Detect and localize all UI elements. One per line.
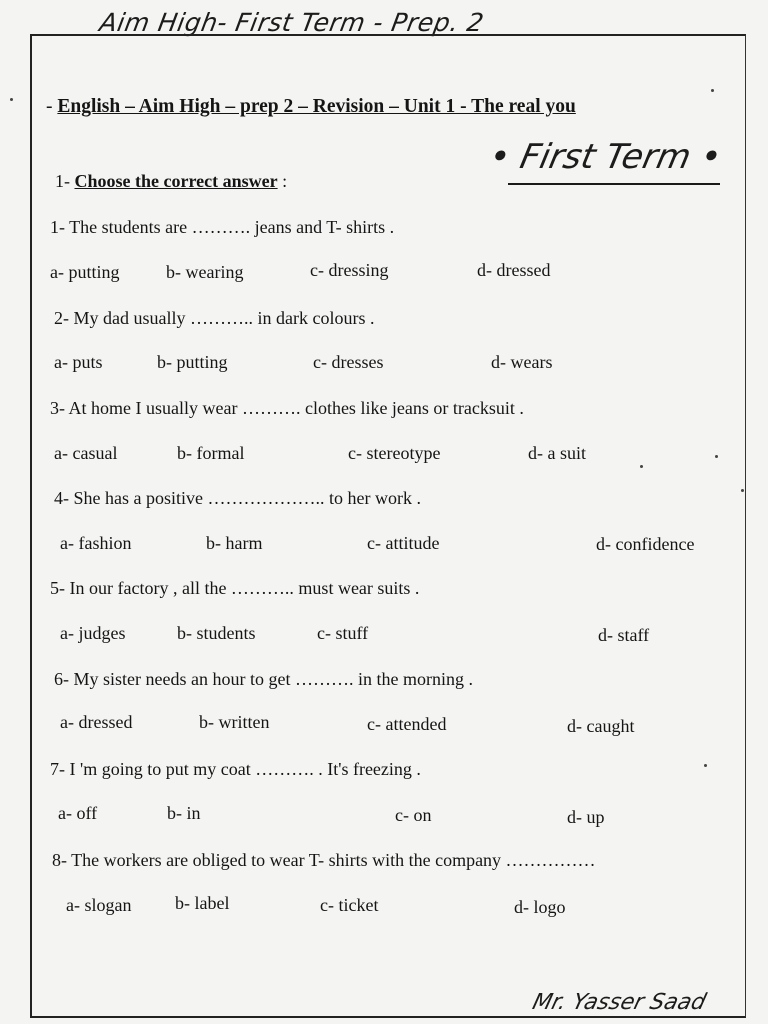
q3-option-d: d- a suit [528,443,586,463]
scan-speck [741,489,744,492]
scan-speck [704,764,707,767]
q1-option-a: a- putting [50,262,120,282]
scan-speck [711,89,714,92]
q8-option-d: d- logo [514,897,566,917]
scan-speck [640,465,643,468]
question-8: 8- The workers are obliged to wear T- shirts with the company …………… [52,850,596,870]
q3-option-b: b- formal [177,443,245,463]
handwritten-top-title: Aim High- First Term - Prep. 2 [97,8,487,37]
q4-option-c: c- attitude [367,533,440,553]
q5-option-a: a- judges [60,623,126,643]
q5-option-b: b- students [177,623,256,643]
q4-option-d: d- confidence [596,534,695,554]
q8-option-c: c- ticket [320,895,379,915]
q1-option-c: c- dressing [310,260,389,280]
header-dash: - [46,96,53,117]
q6-option-a: a- dressed [60,712,133,732]
worksheet-header [46,96,576,118]
q6-option-c: c- attended [367,714,447,734]
q8-option-a: a- slogan [66,895,132,915]
question-2: 2- My dad usually ……….. in dark colours . [54,308,375,328]
section-heading: Choose the correct answer [74,171,278,191]
q8-option-b: b- label [175,893,230,913]
section-title [55,171,287,192]
q3-option-c: c- stereotype [348,443,441,463]
q6-option-d: d- caught [567,716,635,736]
q7-option-a: a- off [58,803,98,823]
q1-option-b: b- wearing [166,262,244,282]
q5-option-d: d- staff [598,625,650,645]
q4-option-a: a- fashion [60,533,132,553]
teacher-signature: Mr. Yasser Saad [529,990,709,1015]
q1-option-d: d- dressed [477,260,551,280]
scan-speck [10,98,13,101]
question-4: 4- She has a positive ……………….. to her work . [54,488,421,508]
q2-option-a: a- puts [54,352,103,372]
first-term-underline [508,183,720,185]
scan-speck [715,455,718,458]
q7-option-d: d- up [567,807,605,827]
question-3: 3- At home I usually wear ………. clothes like jeans or tracksuit . [50,398,524,418]
section-colon: : [282,171,288,191]
q7-option-c: c- on [395,805,432,825]
question-5: 5- In our factory , all the ……….. must wear suits . [50,578,420,598]
question-6: 6- My sister needs an hour to get ………. in the morning . [54,669,473,689]
header-text: English – Aim High – prep 2 – Revision – Unit 1 - The real you [57,96,576,117]
q7-option-b: b- in [167,803,201,823]
q2-option-b: b- putting [157,352,228,372]
section-number: 1- [55,171,70,191]
q5-option-c: c- stuff [317,623,369,643]
q4-option-b: b- harm [206,533,263,553]
question-1: 1- The students are ………. jeans and T- shirts . [50,217,395,237]
q3-option-a: a- casual [54,443,118,463]
q2-option-c: c- dresses [313,352,384,372]
q6-option-b: b- written [199,712,270,732]
q2-option-d: d- wears [491,352,553,372]
handwritten-first-term: • First Term • [485,137,726,177]
question-7: 7- I 'm going to put my coat ………. . It's freezing . [50,759,421,779]
